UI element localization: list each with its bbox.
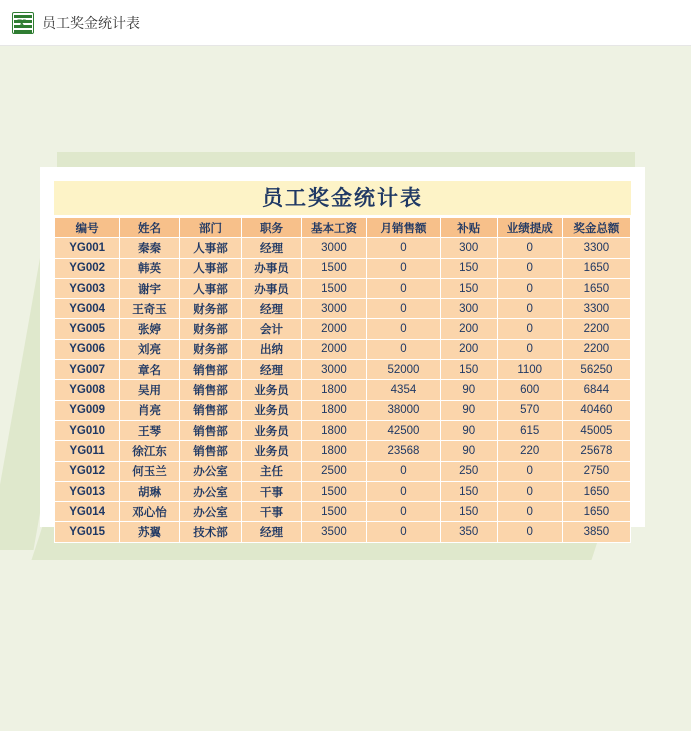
table-cell: 胡琳: [120, 481, 180, 501]
table-cell: 1500: [301, 481, 366, 501]
table-cell: 王琴: [120, 420, 180, 440]
table-cell: 何玉兰: [120, 461, 180, 481]
table-cell: 615: [497, 420, 562, 440]
table-cell: 秦秦: [120, 238, 180, 258]
table-cell: YG008: [55, 380, 120, 400]
table-cell: 徐江东: [120, 441, 180, 461]
table-cell: 0: [367, 299, 441, 319]
table-cell: YG006: [55, 339, 120, 359]
table-cell: YG002: [55, 258, 120, 278]
table-cell: 办公室: [179, 461, 241, 481]
table-cell: 0: [367, 481, 441, 501]
document-title: 员工奖金统计表: [42, 14, 140, 31]
table-cell: YG004: [55, 299, 120, 319]
table-cell: 刘亮: [120, 339, 180, 359]
table-cell: 23568: [367, 441, 441, 461]
table-cell: 谢宇: [120, 278, 180, 298]
table-cell: 150: [440, 502, 497, 522]
table-row: [55, 461, 631, 481]
table-cell: 经理: [242, 360, 302, 380]
table-cell: 2200: [562, 319, 630, 339]
table-cell: 业务员: [242, 441, 302, 461]
table-cell: 经理: [242, 238, 302, 258]
column-header: 姓名: [120, 218, 180, 238]
table-cell: 42500: [367, 420, 441, 440]
table-cell: 1650: [562, 278, 630, 298]
table-cell: 200: [440, 319, 497, 339]
table-cell: 张婷: [120, 319, 180, 339]
table-cell: 苏翼: [120, 522, 180, 542]
table-cell: 办事员: [242, 278, 302, 298]
spreadsheet-panel: [40, 167, 645, 540]
table-cell: 350: [440, 522, 497, 542]
column-header: 业绩提成: [497, 218, 562, 238]
table-cell: 0: [497, 238, 562, 258]
table-cell: 主任: [242, 461, 302, 481]
excel-file-icon: X: [12, 12, 34, 34]
table-row: [55, 339, 631, 359]
table-cell: 2000: [301, 339, 366, 359]
window-titlebar: [0, 0, 691, 46]
table-cell: 0: [497, 481, 562, 501]
table-cell: 3300: [562, 299, 630, 319]
table-cell: 90: [440, 441, 497, 461]
table-cell: 0: [497, 502, 562, 522]
table-cell: 150: [440, 481, 497, 501]
table-row: [55, 299, 631, 319]
table-cell: 销售部: [179, 400, 241, 420]
table-row: [55, 400, 631, 420]
table-cell: 3850: [562, 522, 630, 542]
table-cell: 38000: [367, 400, 441, 420]
table-cell: 0: [367, 238, 441, 258]
column-header: 基本工资: [301, 218, 366, 238]
table-cell: 技术部: [179, 522, 241, 542]
table-cell: YG009: [55, 400, 120, 420]
table-cell: 25678: [562, 441, 630, 461]
table-cell: 90: [440, 380, 497, 400]
table-cell: YG005: [55, 319, 120, 339]
table-cell: 销售部: [179, 360, 241, 380]
table-cell: 业务员: [242, 380, 302, 400]
table-cell: 王奇玉: [120, 299, 180, 319]
table-cell: YG007: [55, 360, 120, 380]
table-cell: YG003: [55, 278, 120, 298]
table-cell: 300: [440, 299, 497, 319]
table-cell: 办事员: [242, 258, 302, 278]
table-cell: YG012: [55, 461, 120, 481]
table-cell: 3500: [301, 522, 366, 542]
table-cell: 150: [440, 258, 497, 278]
table-cell: 2500: [301, 461, 366, 481]
table-cell: YG001: [55, 238, 120, 258]
table-cell: 3000: [301, 238, 366, 258]
table-cell: 56250: [562, 360, 630, 380]
column-header: 编号: [55, 218, 120, 238]
table-cell: 150: [440, 278, 497, 298]
column-header: 月销售额: [367, 218, 441, 238]
table-cell: 韩英: [120, 258, 180, 278]
table-row: [55, 258, 631, 278]
table-cell: 6844: [562, 380, 630, 400]
table-cell: 2000: [301, 319, 366, 339]
table-cell: 2200: [562, 339, 630, 359]
table-cell: 90: [440, 400, 497, 420]
table-cell: 1500: [301, 278, 366, 298]
table-cell: 0: [367, 461, 441, 481]
table-cell: 销售部: [179, 380, 241, 400]
table-cell: YG015: [55, 522, 120, 542]
table-cell: YG013: [55, 481, 120, 501]
table-cell: 3300: [562, 238, 630, 258]
table-cell: 90: [440, 420, 497, 440]
table-cell: 40460: [562, 400, 630, 420]
table-cell: YG011: [55, 441, 120, 461]
table-cell: 吴用: [120, 380, 180, 400]
table-cell: 3000: [301, 299, 366, 319]
table-cell: 干事: [242, 502, 302, 522]
table-cell: 业务员: [242, 400, 302, 420]
table-row: [55, 238, 631, 258]
table-cell: 办公室: [179, 481, 241, 501]
table-cell: 0: [367, 258, 441, 278]
table-cell: 经理: [242, 299, 302, 319]
table-cell: 250: [440, 461, 497, 481]
table-cell: 经理: [242, 522, 302, 542]
table-row: [55, 319, 631, 339]
table-cell: 1650: [562, 502, 630, 522]
table-cell: 0: [367, 522, 441, 542]
table-cell: 财务部: [179, 299, 241, 319]
table-row: [55, 502, 631, 522]
table-cell: 销售部: [179, 441, 241, 461]
table-cell: 300: [440, 238, 497, 258]
table-row: [55, 481, 631, 501]
table-cell: 3000: [301, 360, 366, 380]
table-cell: 人事部: [179, 278, 241, 298]
table-cell: YG010: [55, 420, 120, 440]
table-cell: 570: [497, 400, 562, 420]
table-cell: 干事: [242, 481, 302, 501]
table-cell: 章名: [120, 360, 180, 380]
table-cell: 2750: [562, 461, 630, 481]
table-cell: 1800: [301, 441, 366, 461]
table-cell: 0: [497, 278, 562, 298]
table-cell: 1800: [301, 400, 366, 420]
table-cell: 0: [497, 339, 562, 359]
table-cell: 600: [497, 380, 562, 400]
table-cell: 0: [367, 339, 441, 359]
table-cell: 1500: [301, 258, 366, 278]
table-cell: 1800: [301, 380, 366, 400]
table-cell: 200: [440, 339, 497, 359]
table-cell: 人事部: [179, 238, 241, 258]
table-cell: 0: [497, 522, 562, 542]
table-cell: 1800: [301, 420, 366, 440]
table-cell: 1650: [562, 258, 630, 278]
table-cell: 0: [497, 461, 562, 481]
table-cell: 销售部: [179, 420, 241, 440]
table-cell: 0: [367, 502, 441, 522]
table-row: [55, 360, 631, 380]
column-header: 职务: [242, 218, 302, 238]
table-cell: 0: [367, 278, 441, 298]
table-cell: 0: [497, 258, 562, 278]
table-cell: 办公室: [179, 502, 241, 522]
table-header-row: [55, 218, 631, 238]
sheet-title: 员工奖金统计表: [54, 181, 631, 215]
column-header: 部门: [179, 218, 241, 238]
table-cell: 财务部: [179, 339, 241, 359]
table-row: [55, 441, 631, 461]
table-row: [55, 420, 631, 440]
table-cell: 150: [440, 360, 497, 380]
table-cell: 1650: [562, 481, 630, 501]
table-cell: 邓心怡: [120, 502, 180, 522]
table-cell: 45005: [562, 420, 630, 440]
table-row: [55, 522, 631, 542]
table-cell: 业务员: [242, 420, 302, 440]
table-cell: 220: [497, 441, 562, 461]
table-cell: 人事部: [179, 258, 241, 278]
column-header: 奖金总额: [562, 218, 630, 238]
table-cell: 1100: [497, 360, 562, 380]
table-cell: 4354: [367, 380, 441, 400]
table-row: [55, 278, 631, 298]
table-cell: 52000: [367, 360, 441, 380]
bonus-statistics-table: [54, 217, 631, 543]
table-cell: 0: [367, 319, 441, 339]
table-cell: 财务部: [179, 319, 241, 339]
table-row: [55, 380, 631, 400]
table-cell: 肖亮: [120, 400, 180, 420]
table-cell: 0: [497, 299, 562, 319]
table-cell: YG014: [55, 502, 120, 522]
table-cell: 1500: [301, 502, 366, 522]
table-cell: 出纳: [242, 339, 302, 359]
column-header: 补贴: [440, 218, 497, 238]
table-cell: 会计: [242, 319, 302, 339]
table-cell: 0: [497, 319, 562, 339]
